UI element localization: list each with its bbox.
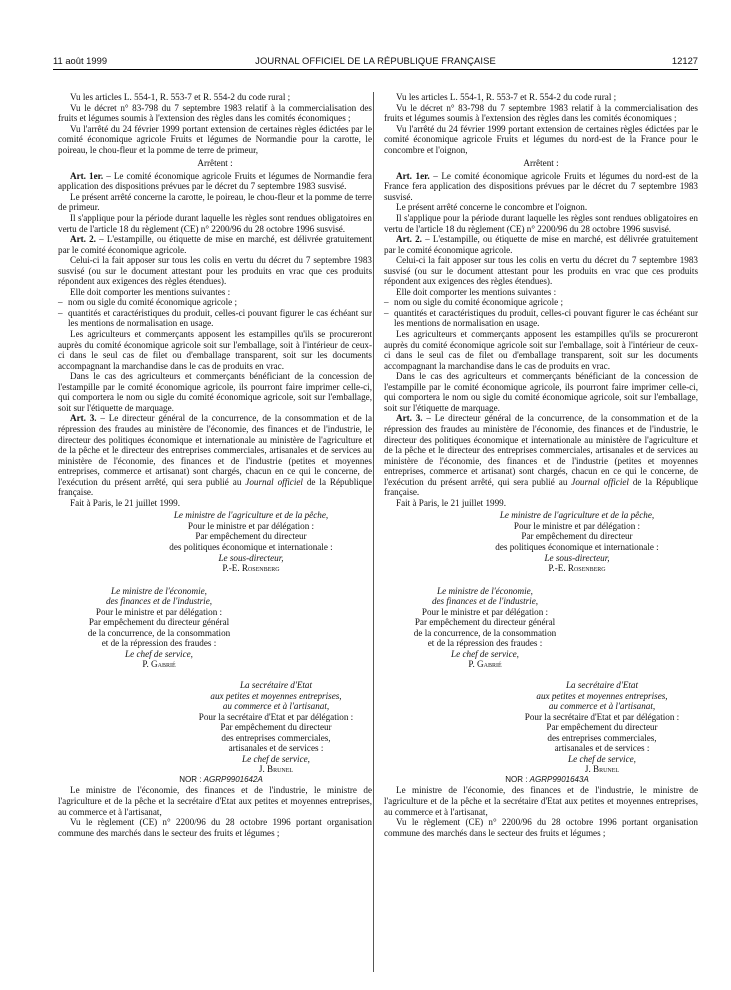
- article-2-para-3: Elle doit comporter les mentions suivantes :: [396, 286, 557, 297]
- sig-title: aux petites et moyennes entreprises,: [210, 690, 342, 701]
- article-1: [384, 171, 698, 203]
- signature-block-secretaire: [494, 680, 698, 775]
- sig-line: Par empêchement du directeur: [195, 531, 307, 542]
- article-2-dash-1: – nom ou sigle du comité économique agricole ;: [384, 297, 698, 308]
- article-2-label: Art. 2.: [396, 234, 422, 245]
- visa-2: Vu le décret n° 83-798 du 7 septembre 1983 relatif à la commercialisation des fruits et légumes soumis à l'extension des règles dans les comités économiques ;: [58, 102, 372, 124]
- visa-1: Vu les articles L. 554-1, R. 553-7 et R. 554-2 du code rural ;: [70, 92, 291, 102]
- sig-line: Par empêchement du directeur général: [88, 617, 230, 628]
- sig-title: Le ministre de l'agriculture et de la pêche,: [499, 510, 655, 521]
- visa-2: Vu le décret n° 83-798 du 7 septembre 1983 relatif à la commercialisation des fruits et légumes soumis à l'extension des règles dans les comités économiques ;: [384, 102, 698, 124]
- sig-title: au commerce et à l'artisanat,: [548, 701, 656, 712]
- article-2-text: – L'estampille, ou étiquette de mise en marché, est délivrée gratuitement par le comité économique agricole.: [58, 234, 372, 255]
- left-column: [58, 92, 372, 838]
- nor-reference: [384, 775, 698, 786]
- sig-role: Le sous-directeur,: [544, 552, 610, 563]
- sig-role: Le chef de service,: [242, 753, 310, 764]
- sig-line: et de la répression des fraudes :: [101, 638, 217, 649]
- article-2-para-4: Les agriculteurs et commerçants apposent les estampilles qu'ils se procureront auprès du comité économique agricole soit sur l'emballage, soit à l'intérieur de ceux-ci dans le seul cas de filet ou d'emballage transparent, soit sur les documents accompagnant la marchandise dans le cas de produits en vrac.: [384, 329, 698, 371]
- article-3-end: de la République française.: [58, 476, 372, 498]
- sig-line: Pour le ministre et par délégation :: [95, 606, 223, 617]
- nor-value: AGRP9901642A: [203, 774, 263, 784]
- sig-title: des finances et de l'industrie,: [105, 596, 213, 607]
- sig-title: Le ministre de l'économie,: [437, 585, 533, 596]
- sig-title: au commerce et à l'artisanat,: [222, 701, 330, 712]
- sig-role: Le chef de service,: [451, 648, 519, 659]
- sig-name: P.-E. Rosenberg: [548, 563, 606, 574]
- fait-a-paris: Fait à Paris, le 21 juillet 1999.: [70, 497, 180, 508]
- article-2-label: Art. 2.: [70, 234, 96, 245]
- visa-3: Vu l'arrêté du 24 février 1999 portant extension de certaines règles édictées par le comité économique agricole Fruits et légumes du nord-est de la France pour le concombre et l'oignon,: [384, 123, 698, 155]
- column-divider: [373, 92, 374, 972]
- sig-name: P.-E. Rosenberg: [222, 563, 280, 574]
- signature-block-economie: [58, 586, 248, 670]
- sig-line: artisanales et de services :: [228, 743, 324, 754]
- sig-line: artisanales et de services :: [554, 743, 650, 754]
- sig-title: Le ministre de l'économie,: [111, 585, 207, 596]
- article-1-label: Art. 1er.: [70, 170, 104, 181]
- journal-officiel: Journal officiel: [245, 476, 303, 487]
- nor-label: NOR :: [179, 774, 204, 784]
- article-2-para-5: Dans le cas des agriculteurs et commerçants bénéficiant de la concession de l'estampille par le comité économique agricole, ils pourront faire imprimer celle-ci, qui comportera le nom ou sigle du comité économique agricole, soit sur l'emballage, soit sur l'étiquette de marquage.: [58, 371, 372, 413]
- nor-label: NOR :: [505, 774, 530, 784]
- header-date: 11 août 1999: [53, 55, 108, 66]
- article-2: [384, 234, 698, 255]
- sig-line: des politiques économique et internationale :: [495, 541, 659, 552]
- sig-line: Par empêchement du directeur: [220, 722, 332, 733]
- sig-title: La secrétaire d'Etat: [565, 679, 639, 690]
- closing-para-1: Le ministre de l'économie, des finances et de l'industrie, le ministre de l'agriculture et de la pêche et la secrétaire d'Etat aux petites et moyennes entreprises, au commerce et à l'artisanat,: [384, 785, 698, 817]
- article-2-dash-2: – quantités et caractéristiques du produit, celles-ci pouvant figurer le cas échéant sur les mentions de normalisation en usage.: [384, 308, 698, 329]
- article-1-para-2: Le présent arrêté concerne la carotte, le poireau, le chou-fleur et la pomme de terre de primeur.: [58, 191, 372, 213]
- article-2: [58, 234, 372, 255]
- article-2-dash-2: – quantités et caractéristiques du produit, celles-ci pouvant figurer le cas échéant sur les mentions de normalisation en usage.: [58, 308, 372, 329]
- sig-line: Pour la secrétaire d'Etat et par délégation :: [524, 711, 680, 722]
- article-2-para-2: Celui-ci la fait apposer sur tous les colis en vertu du décret du 7 septembre 1983 susvisé (ou sur le document attestant pour les produits en vrac que ces produits répondent aux exigences des règles étendues).: [58, 255, 372, 287]
- sig-line: Par empêchement du directeur général: [414, 617, 556, 628]
- sig-title: des finances et de l'industrie,: [431, 596, 539, 607]
- article-3: [384, 413, 698, 497]
- visa-1: Vu les articles L. 554-1, R. 553-7 et R. 554-2 du code rural ;: [396, 92, 617, 102]
- sig-role: Le chef de service,: [568, 753, 636, 764]
- signature-block-secretaire: [168, 680, 372, 775]
- sig-name: J. Brunel: [258, 764, 294, 775]
- visa-3: Vu l'arrêté du 24 février 1999 portant extension de certaines règles édictées par le comité économique agricole Fruits et légumes de Normandie pour la carotte, le poireau, le chou-fleur et la pomme de terre de primeur,: [58, 123, 372, 155]
- sig-line: de la concurrence, de la consommation: [87, 627, 231, 638]
- article-2-para-4: Les agriculteurs et commerçants apposent les estampilles qu'ils se procureront auprès du comité économique agricole soit sur l'emballage, soit à l'intérieur de ceux-ci dans le seul cas de filet ou d'emballage transparent, soit sur les documents accompagnant la marchandise dans le cas de produits en vrac.: [58, 329, 372, 371]
- sig-line: Par empêchement du directeur: [521, 531, 633, 542]
- sig-title: Le ministre de l'agriculture et de la pêche,: [173, 510, 329, 521]
- sig-line: des entreprises commerciales,: [221, 732, 331, 743]
- sig-title: La secrétaire d'Etat: [239, 679, 313, 690]
- closing-para-2: Vu le règlement (CE) n° 2200/96 du 28 octobre 1996 portant organisation commune des marchés dans le secteur des fruits et légumes ;: [58, 817, 372, 838]
- article-1-para-3: Il s'applique pour la période durant laquelle les règles sont rendues obligatoires en vertu de l'article 18 du règlement (CE) n° 2200/96 du 28 octobre 1996 susvisé.: [384, 213, 698, 234]
- article-3-label: Art. 3.: [70, 413, 97, 424]
- header-title: JOURNAL OFFICIEL DE LA RÉPUBLIQUE FRANÇAISE: [255, 55, 496, 66]
- article-1: [58, 171, 372, 192]
- article-2-text: – L'estampille, ou étiquette de mise en marché, est délivrée gratuitement par le comité économique agricole.: [384, 234, 698, 255]
- article-1-text: – Le comité économique agricole Fruits et légumes du nord-est de la France fera application des dispositions prévues par le décret du 7 septembre 1983 susvisé.: [384, 170, 698, 202]
- article-1-para-2: Le présent arrêté concerne le concombre et l'oignon.: [396, 202, 588, 213]
- article-3-end: de la République française.: [384, 476, 698, 498]
- nor-value: AGRP9901643A: [529, 774, 589, 784]
- right-column: [384, 92, 698, 838]
- sig-line: de la concurrence, de la consommation: [413, 627, 557, 638]
- signature-block-agriculture: [118, 510, 372, 573]
- article-3-text: – Le directeur général de la concurrence, de la consommation et de la répression des fraudes au ministère de l'économie, des finances et de l'industrie, le directeur des politiques économique et internationale au ministère de l'agriculture et de la pêche et le directeur des entreprises commerciales, artisanales et de services au ministère de l'économie, des finances et de l'industrie (petites et moyennes entreprises, commerce et artisanat) sont chargés, chacun en ce qui le concerne, de l'exécution du présent arrêté, qui sera publié au: [58, 413, 372, 487]
- article-2-para-2: Celui-ci la fait apposer sur tous les colis en vertu du décret du 7 septembre 1983 susvisé (ou sur le document attestant pour les produits en vrac que ces produits répondent aux exigences des règles étendues).: [384, 255, 698, 287]
- article-1-text: – Le comité économique agricole Fruits et légumes de Normandie fera application des dispositions prévues par le décret du 7 septembre 1983 susvisé.: [58, 170, 372, 192]
- closing-para-2: Vu le règlement (CE) n° 2200/96 du 28 octobre 1996 portant organisation commune des marchés dans le secteur des fruits et légumes ;: [384, 817, 698, 838]
- article-1-label: Art. 1er.: [396, 170, 430, 181]
- article-2-para-5: Dans le cas des agriculteurs et commerçants bénéficiant de la concession de l'estampille par le comité économique agricole, ils pourront faire imprimer celle-ci, qui comportera le nom ou sigle du comité économique agricole, soit sur l'emballage, soit sur l'étiquette de marquage.: [384, 371, 698, 413]
- sig-name: P. Gabrié: [468, 659, 502, 670]
- sig-title: aux petites et moyennes entreprises,: [536, 690, 668, 701]
- sig-line: Pour le ministre et par délégation :: [513, 520, 641, 531]
- journal-officiel: Journal officiel: [571, 476, 629, 487]
- sig-line: Pour le ministre et par délégation :: [421, 606, 549, 617]
- article-3-label: Art. 3.: [396, 413, 423, 424]
- page-header: [53, 55, 698, 70]
- sig-line: Pour la secrétaire d'Etat et par délégation :: [198, 711, 354, 722]
- nor-reference: [58, 775, 372, 786]
- arretent: Arrêtent :: [523, 158, 559, 169]
- arretent: Arrêtent :: [197, 158, 233, 169]
- sig-line: et de la répression des fraudes :: [427, 638, 543, 649]
- fait-a-paris: Fait à Paris, le 21 juillet 1999.: [396, 497, 506, 508]
- signature-block-economie: [384, 586, 574, 670]
- sig-role: Le sous-directeur,: [218, 552, 284, 563]
- sig-line: des entreprises commerciales,: [547, 732, 657, 743]
- sig-line: Pour le ministre et par délégation :: [187, 520, 315, 531]
- article-3: [58, 413, 372, 497]
- article-1-para-3: Il s'applique pour la période durant laquelle les règles sont rendues obligatoires en vertu de l'article 18 du règlement (CE) n° 2200/96 du 28 octobre 1996 susvisé.: [58, 213, 372, 234]
- sig-line: Par empêchement du directeur: [546, 722, 658, 733]
- sig-name: J. Brunel: [584, 764, 620, 775]
- article-3-text: – Le directeur général de la concurrence, de la consommation et de la répression des fraudes au ministère de l'économie, des finances et de l'industrie, le directeur des politiques économique et internationale au ministère de l'agriculture et de la pêche et le directeur des entreprises commerciales, artisanales et de services au ministère de l'économie, des finances et de l'industrie (petites et moyennes entreprises, commerce et artisanat) sont chargés, chacun en ce qui le concerne, de l'exécution du présent arrêté, qui sera publié au: [384, 413, 698, 487]
- sig-role: Le chef de service,: [125, 648, 193, 659]
- article-2-para-3: Elle doit comporter les mentions suivantes :: [70, 286, 231, 297]
- closing-para-1: Le ministre de l'économie, des finances et de l'industrie, le ministre de l'agriculture et de la pêche et la secrétaire d'Etat aux petites et moyennes entreprises, au commerce et à l'artisanat,: [58, 785, 372, 817]
- header-page-number: 12127: [671, 55, 698, 66]
- signature-block-agriculture: [444, 510, 698, 573]
- sig-line: des politiques économique et internationale :: [169, 541, 333, 552]
- article-2-dash-1: – nom ou sigle du comité économique agricole ;: [58, 297, 372, 308]
- sig-name: P. Gabrié: [142, 659, 176, 670]
